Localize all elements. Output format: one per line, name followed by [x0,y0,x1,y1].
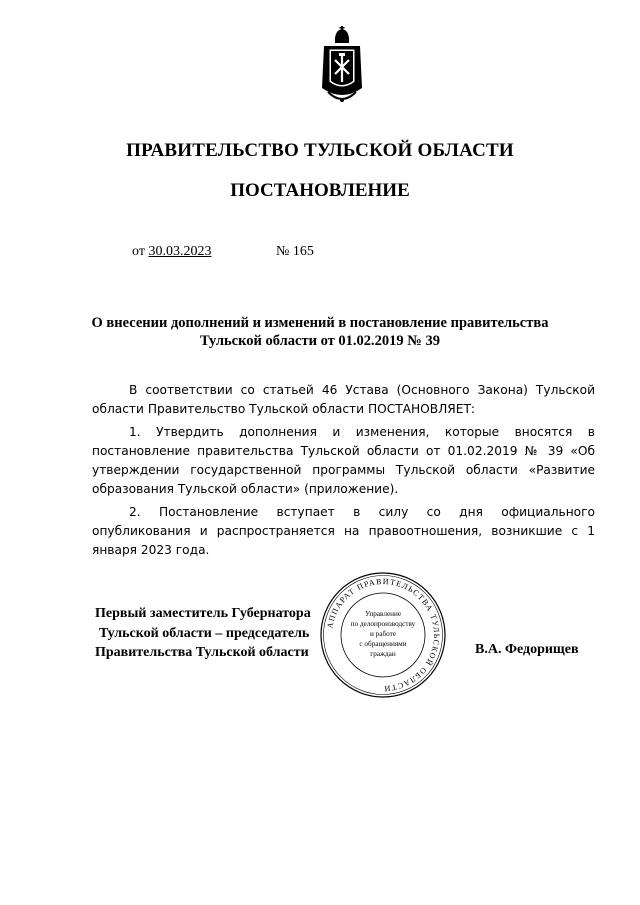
position-line: Тульской области – председатель [99,625,310,641]
signatory-name: В.А. Федорищев [475,642,579,657]
signatory-position [95,604,311,663]
seal-ring-text: АППАРАТ ПРАВИТЕЛЬСТВА ТУЛЬСКОЙ ОБЛАСТИ [325,576,442,694]
seal-text-line: и работе [370,630,396,638]
document-type: ПОСТАНОВЛЕНИЕ [230,180,410,201]
subject-line: О внесении дополнений и изменений в постановление правительства [91,315,549,331]
coat-of-arms-icon [318,26,366,106]
document-number [276,244,314,260]
seal-text-line: Управление [364,610,402,618]
position-line: Первый заместитель Губернатора [95,606,311,621]
document-subject [0,314,640,350]
government-title: ПРАВИТЕЛЬСТВО ТУЛЬСКОЙ ОБЛАСТИ [126,140,514,161]
seal-text-line: граждан [370,650,396,658]
position-line: Правительства Тульской области [95,645,309,660]
number-value: 165 [292,244,314,259]
date-value: 30.03.2023 [148,244,212,259]
official-seal-icon [318,570,448,700]
number-prefix: № [276,244,290,259]
subject-line: Тульской области от 01.02.2019 № 39 [200,333,440,349]
body-paragraph: 1. Утвердить дополнения и изменения, которые вносятся в постановление правительства Тульской области от 01.02.2019 № 39 «Об утверждении государственной программы Тульской области «Развитие образования Тульской области» (приложение). [92,425,595,496]
seal-text-line: по делопроизводству [350,620,416,628]
document-date [132,244,211,260]
body-paragraph: 2. Постановление вступает в силу со дня официального опубликования и распространяется на правоотношения, возникшие с 1 января 2023 года. [92,505,595,557]
seal-text-line: с обращениями [359,640,407,648]
date-prefix: от [132,244,145,259]
body-paragraph: В соответствии со статьей 46 Устава (Основного Закона) Тульской области Правительство Тульской области ПОСТАНОВЛЯЕТ: [92,383,595,416]
